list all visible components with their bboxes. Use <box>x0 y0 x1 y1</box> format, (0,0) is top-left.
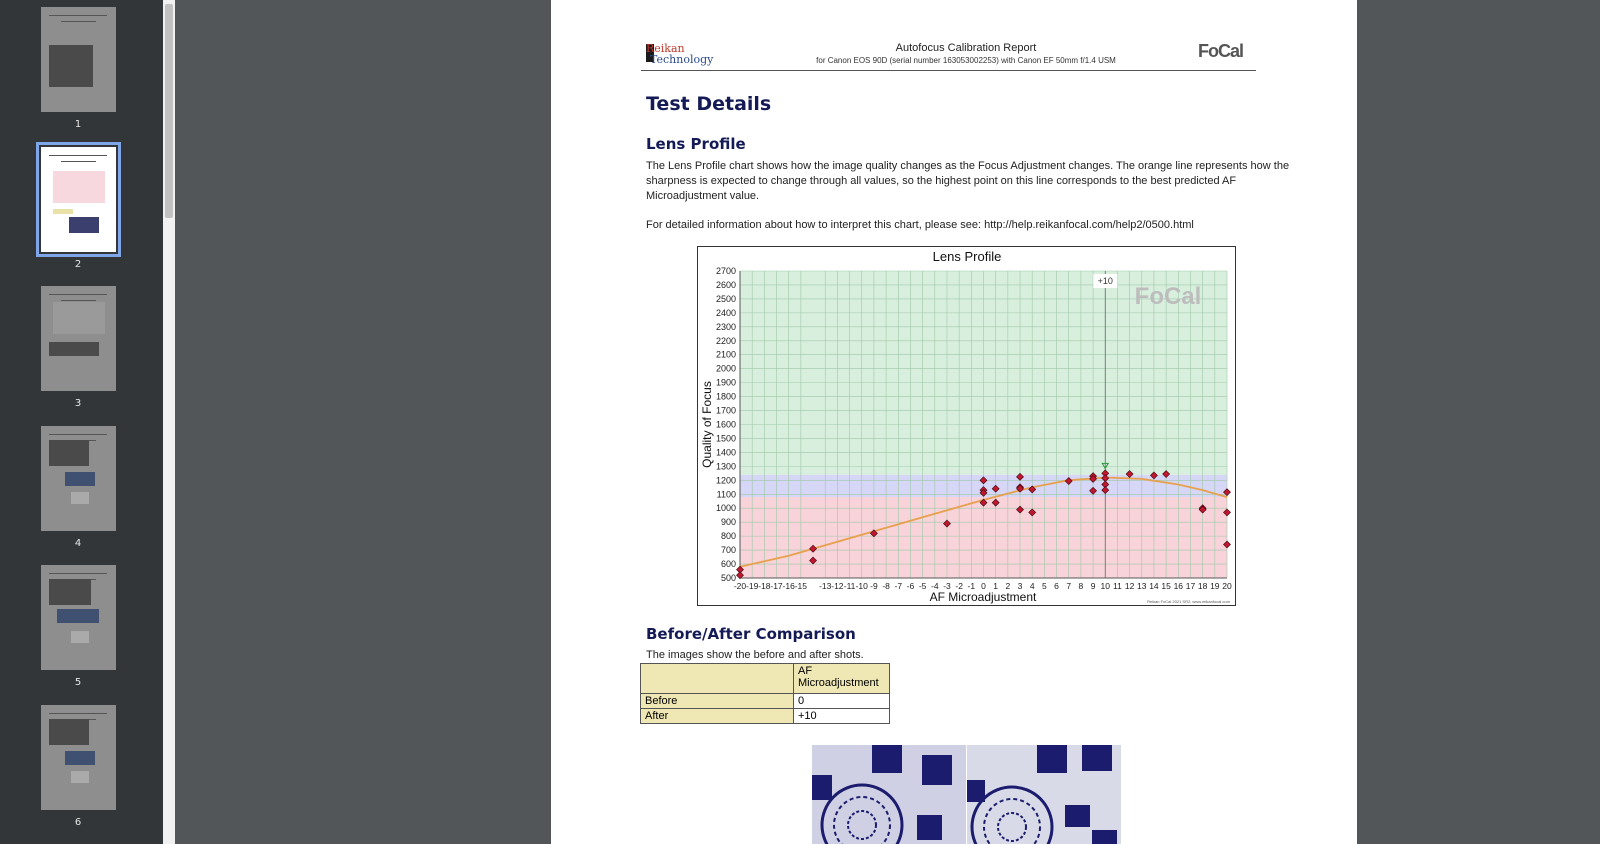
x-tick-label: 9 <box>1090 581 1096 591</box>
x-tick-label: 5 <box>1042 581 1047 591</box>
lens-profile-text: The Lens Profile chart shows how the image quality changes as the Focus Adjustment changes. The orange line represents how the sharpness is expected to change through all values, so the highest point on this line corresponds to the best predicted AF Microadjustment value. <box>646 160 1290 202</box>
x-tick-label: -5 <box>918 581 927 591</box>
chart-footer: Reikan FoCal 2021 SR2, www.reikanfocal.com <box>1147 599 1230 604</box>
x-tick-label: -17 <box>770 581 783 591</box>
x-tick-label: 13 <box>1137 581 1147 591</box>
y-tick-label: 1500 <box>715 433 736 444</box>
thumbnail-page-number: 6 <box>74 817 82 828</box>
after-image <box>967 745 1121 844</box>
x-tick-label: 17 <box>1185 581 1196 591</box>
y-tick-label: 2600 <box>715 279 736 290</box>
x-tick-label: 14 <box>1149 581 1159 591</box>
thumbnail-image[interactable] <box>41 7 116 112</box>
x-tick-label: -11 <box>843 581 856 591</box>
thumbnail-image[interactable] <box>41 286 116 391</box>
before-after-table <box>640 663 890 724</box>
before-after-text: The images show the before and after shots. <box>646 649 864 661</box>
x-tick-label: -18 <box>758 581 771 591</box>
help-text: For detailed information about how to interpret this chart, please see: http://help.reikanfocal.com/help2/0500.html <box>646 219 1194 231</box>
y-axis-label: Quality of Focus <box>700 381 714 468</box>
x-tick-label: 16 <box>1173 581 1184 591</box>
thumbnail-image[interactable] <box>41 705 116 810</box>
x-tick-label: -15 <box>794 581 808 591</box>
x-tick-label: 19 <box>1210 581 1220 591</box>
x-tick-label: -8 <box>882 581 890 591</box>
x-tick-label: 4 <box>1029 581 1035 591</box>
report-subtitle: for Canon EOS 90D (serial number 163053002253) with Canon EF 50mm f/1.4 USM <box>816 56 1116 65</box>
table-cell: +10 <box>794 709 890 724</box>
x-tick-label: 2 <box>1005 581 1011 591</box>
x-tick-label: 6 <box>1054 581 1059 591</box>
thumbnail-page-number: 5 <box>74 677 82 688</box>
x-tick-label: -9 <box>870 581 878 591</box>
y-tick-label: 2000 <box>715 363 736 374</box>
x-tick-label: 15 <box>1161 581 1171 591</box>
y-tick-label: 800 <box>720 531 736 542</box>
x-axis-label: AF Microadjustment <box>929 590 1037 604</box>
document-page <box>551 0 1357 844</box>
x-tick-label: 8 <box>1078 581 1084 591</box>
lens-profile-heading: Lens Profile <box>646 135 746 153</box>
lens-profile-chart <box>697 246 1236 606</box>
y-tick-label: 1600 <box>715 419 736 430</box>
y-tick-label: 1700 <box>715 405 736 416</box>
y-tick-label: 2300 <box>715 321 736 332</box>
x-tick-label: -10 <box>855 581 868 591</box>
x-tick-label: -3 <box>943 581 951 591</box>
x-tick-label: 0 <box>981 581 986 591</box>
y-tick-label: 1000 <box>715 503 736 514</box>
x-tick-label: 7 <box>1066 581 1072 591</box>
y-tick-label: 700 <box>720 545 736 556</box>
x-tick-label: -19 <box>746 581 759 591</box>
table-row <box>641 664 890 694</box>
y-tick-label: 1200 <box>715 475 736 486</box>
y-tick-label: 2200 <box>715 335 736 346</box>
thumbnail-image[interactable] <box>41 565 116 670</box>
before-after-heading: Before/After Comparison <box>646 625 856 643</box>
x-tick-label: -2 <box>955 581 963 591</box>
table-header-cell: AF Microadjustment <box>794 664 890 694</box>
y-tick-label: 2100 <box>715 349 736 360</box>
reikan-technology-logo: Reikan Technology <box>646 42 714 66</box>
y-tick-label: 1900 <box>715 377 736 388</box>
report-title: Autofocus Calibration Report <box>895 42 1037 54</box>
thumbnail-sidebar <box>0 0 163 844</box>
table-row-label: Before <box>641 694 794 709</box>
before-image <box>812 745 966 844</box>
header-divider <box>641 70 1256 71</box>
chart-svg <box>698 247 1237 607</box>
chart-title: Lens Profile <box>932 249 1002 264</box>
thumbnail-page-number: 4 <box>74 538 82 549</box>
table-cell: 0 <box>794 694 890 709</box>
thumbnail-image[interactable] <box>41 147 116 252</box>
table-row <box>641 694 890 709</box>
x-tick-label: -1 <box>967 581 976 591</box>
thumbnail-image[interactable] <box>41 426 116 531</box>
x-tick-label: 3 <box>1017 581 1023 591</box>
table-row-label: After <box>641 709 794 724</box>
page-heading: Test Details <box>646 93 772 115</box>
y-tick-label: 1400 <box>715 447 736 458</box>
y-tick-label: 2400 <box>715 307 736 318</box>
y-tick-label: 1100 <box>716 489 736 500</box>
thumbnail-page-number: 2 <box>74 259 82 270</box>
x-tick-label: 12 <box>1124 581 1135 591</box>
x-tick-label: -13 <box>819 581 832 591</box>
x-tick-label: 20 <box>1222 581 1232 591</box>
x-tick-label: -7 <box>894 581 903 591</box>
x-tick-label: -12 <box>831 581 844 591</box>
sidebar-scrollbar[interactable] <box>163 0 175 844</box>
x-tick-label: -16 <box>782 581 795 591</box>
thumbnail-page-number: 3 <box>74 398 82 409</box>
y-tick-label: 2700 <box>715 266 736 276</box>
y-tick-label: 1300 <box>715 461 736 472</box>
x-tick-label: 1 <box>993 581 999 591</box>
y-tick-label: 600 <box>720 559 736 570</box>
x-tick-label: 11 <box>1113 581 1122 591</box>
scrollbar-thumb[interactable] <box>165 4 173 218</box>
table-corner-cell <box>641 664 794 694</box>
x-tick-label: -20 <box>733 581 747 591</box>
marker-label: +10 <box>1097 276 1113 286</box>
y-tick-label: 500 <box>720 573 736 583</box>
thumbnail-page-number: 1 <box>74 119 82 130</box>
chart-watermark: FoCal <box>1134 283 1202 310</box>
x-tick-label: -4 <box>931 581 939 591</box>
x-tick-label: 18 <box>1197 581 1208 591</box>
x-tick-label: -6 <box>906 581 915 591</box>
x-tick-label: 10 <box>1100 581 1110 591</box>
focal-logo: FoCal <box>1198 41 1244 61</box>
y-tick-label: 2500 <box>715 293 736 304</box>
y-tick-label: 900 <box>720 517 736 528</box>
y-tick-label: 1800 <box>715 391 736 402</box>
table-row <box>641 709 890 724</box>
